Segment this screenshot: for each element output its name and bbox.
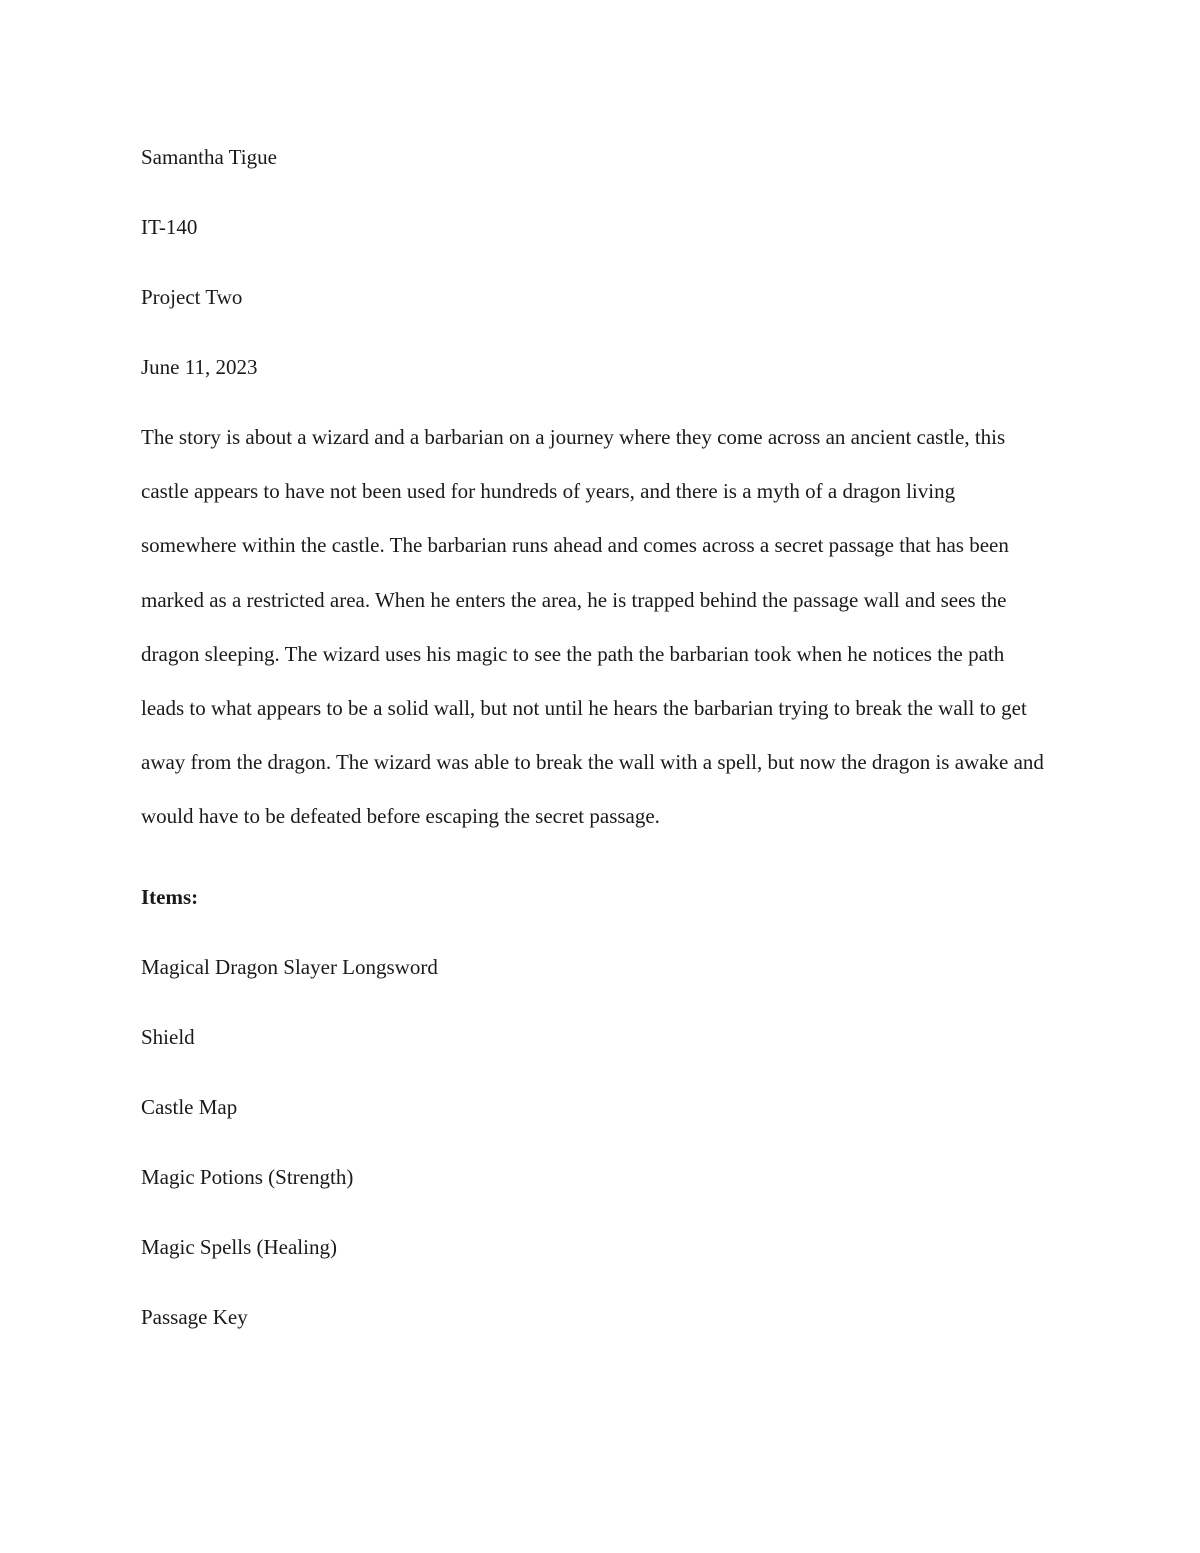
document-page: [141, 140, 1051, 1370]
course-code: IT-140: [141, 215, 198, 239]
document-date: June 11, 2023: [141, 355, 258, 379]
list-item: Magic Potions (Strength): [141, 1164, 354, 1189]
items-list: [141, 950, 1051, 1334]
author-name: Samantha Tigue: [141, 145, 277, 169]
list-item: Shield: [141, 1024, 195, 1049]
list-item: Passage Key: [141, 1304, 248, 1329]
list-item: Magic Spells (Healing): [141, 1234, 337, 1259]
story-paragraph: The story is about a wizard and a barbarian on a journey where they come across an ancient castle, this castle appears to have not been used for hundreds of years, and there is a myth of a dragon living somewhere within the castle. The barbarian runs ahead and comes across a secret passage that has been marked as a restricted area. When he enters the area, he is trapped behind the passage wall and sees the dragon sleeping. The wizard uses his magic to see the path the barbarian took when he notices the path leads to what appears to be a solid wall, but not until he hears the barbarian trying to break the wall to get away from the dragon. The wizard was able to break the wall with a spell, but now the dragon is awake and would have to be defeated before escaping the secret passage.: [141, 425, 1044, 829]
items-heading: Items:: [141, 884, 199, 909]
assignment-title: Project Two: [141, 285, 243, 309]
list-item: Castle Map: [141, 1094, 238, 1119]
list-item: Magical Dragon Slayer Longsword: [141, 954, 438, 979]
